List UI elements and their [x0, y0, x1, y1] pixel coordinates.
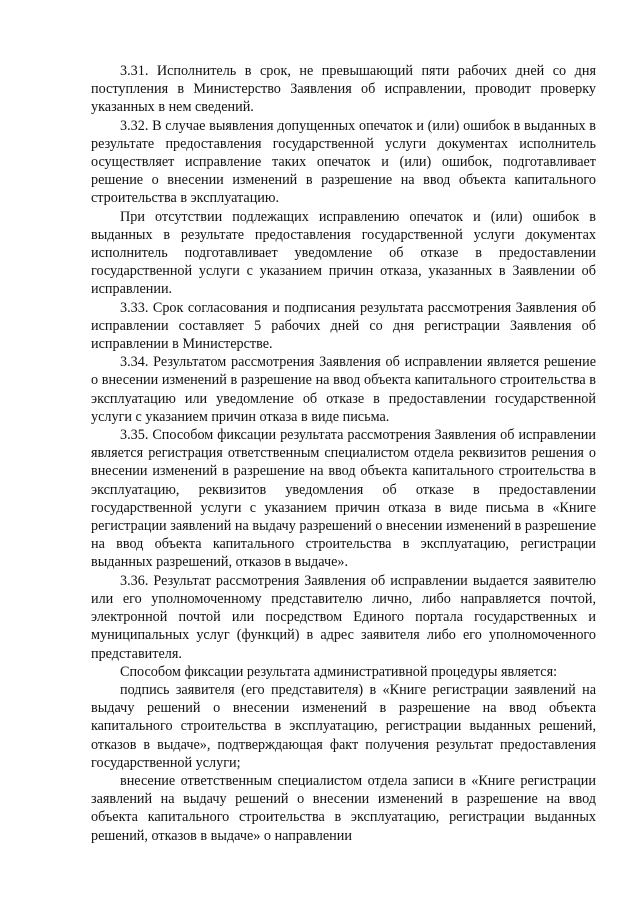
paragraph-3-34: 3.34. Результатом рассмотрения Заявления об исправлении является решение о внесении изменений в разрешение на ввод объекта капитального строительства в эксплуатацию или уведомление об отказе в предоставлении государственной услуги с указанием причин отказа в виде письма.: [91, 354, 596, 425]
document-body: [91, 62, 596, 845]
paragraph-3-36: 3.36. Результат рассмотрения Заявления об исправлении выдается заявителю или его уполномоченному представителю лично, либо направляется почтой, электронной почтой или посредством Единого портала государственных и муниципальных услуг (функций) в адрес заявителя либо его уполномоченного представителя.: [91, 572, 596, 662]
paragraph-3-33: 3.33. Срок согласования и подписания результата рассмотрения Заявления об исправлении составляет 5 рабочих дней со дня регистрации Заявления об исправлении в Министерстве.: [91, 299, 596, 353]
paragraph-3-32: 3.32. В случае выявления допущенных опечаток и (или) ошибок в выданных в результате предоставления государственной услуги документах исполнитель осуществляет исправление таких опечаток и (или) ошибок, подготавливает решение о внесении изменений в разрешение на ввод объекта капитального строительства в эксплуатацию.: [91, 117, 596, 207]
paragraph-3-31: 3.31. Исполнитель в срок, не превышающий пяти рабочих дней со дня поступления в Министерство Заявления об исправлении, проводит проверку указанных в нем сведений.: [91, 63, 596, 116]
paragraph-applicant-signature: подпись заявителя (его представителя) в «Книге регистрации заявлений на выдачу решений о внесении изменений в разрешение на ввод объекта капитального строительства в эксплуатацию, регистрации выданных решений, отказов в выдаче», подтверждающая факт получения результат предоставления государственной услуги;: [91, 681, 596, 771]
paragraph-no-errors: При отсутствии подлежащих исправлению опечаток и (или) ошибок в выданных в результате предоставления государственной услуги документах исполнитель подготавливает уведомление об отказе в предоставлении государственной услуги с указанием причин отказа, указанных в Заявлении об исправлении.: [91, 208, 596, 298]
paragraph-fixation-method: Способом фиксации результата административной процедуры является:: [120, 663, 558, 680]
paragraph-3-35: 3.35. Способом фиксации результата рассмотрения Заявления об исправлении является регистрация ответственным специалистом отдела реквизитов решения о внесении изменений в разрешение на ввод объекта капитального строительства в эксплуатацию, реквизитов уведомления об отказе в предоставлении государственной услуги с указанием причин отказа в виде письма в «Книге регистрации заявлений на выдачу разрешений о внесении изменений в разрешение на ввод объекта капитального строительства в эксплуатацию, регистрации выданных разрешений, отказов в выдаче».: [91, 427, 596, 571]
paragraph-specialist-record: внесение ответственным специалистом отдела записи в «Книге регистрации заявлений на выдачу решений о внесении изменений в разрешение на ввод объекта капитального строительства в эксплуатацию, регистрации выданных решений, отказов в выдаче» о направлении: [91, 772, 596, 844]
